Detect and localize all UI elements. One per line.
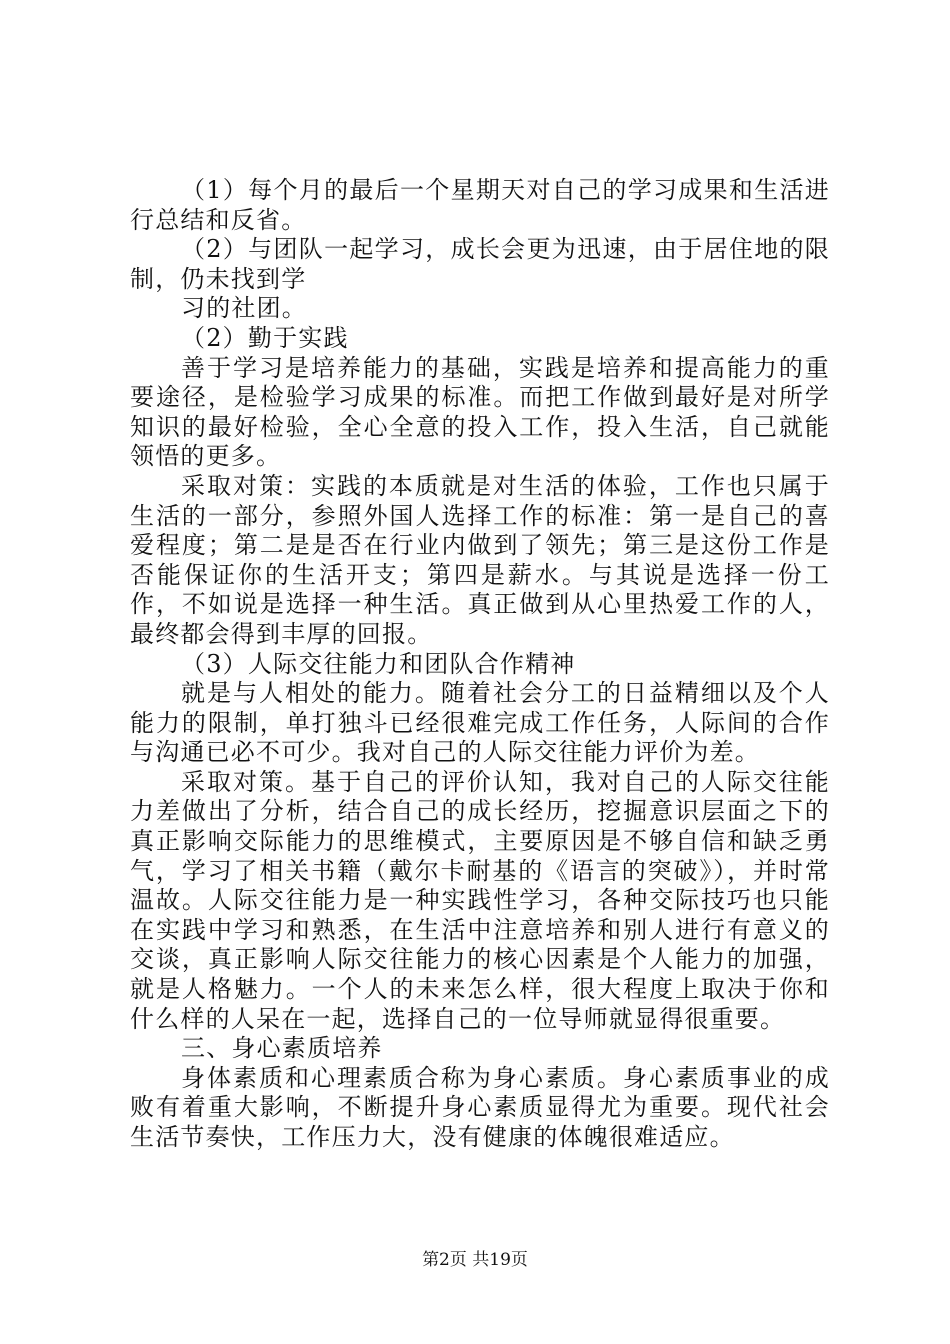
paragraph-11: 身体素质和心理素质合称为身心素质。身心素质事业的成败有着重大影响，不断提升身心素质显得尤为重要。现代社会生活节奏快，工作压力大，没有健康的体魄很难适应。 [130,1063,830,1151]
paragraph-1: （1）每个月的最后一个星期天对自己的学习成果和生活进行总结和反省。 [130,176,830,234]
paragraph-2: （2）与团队一起学习，成长会更为迅速，由于居住地的限制，仍未找到学 [130,235,830,293]
page-number-label: 第2页 共19页 [422,1250,528,1270]
section-heading-practice: （2）勤于实践 [181,323,349,352]
paragraph-9: 采取对策。基于自己的评价认知，我对自己的人际交往能力差做出了分析，结合自己的成长经历，挖掘意识层面之下的真正影响交际能力的思维模式，主要原因是不够自信和缺乏勇气，学习了相关书籍（戴尔卡耐基的《语言的突破》），并时常温故。人际交往能力是一种实践性学习，各种交际技巧也只能在实践中学习和熟悉，在生活中注意培养和别人进行有意义的交谈，真正影响人际交往能力的核心因素是个人能力的加强，就是人格魅力。一个人的未来怎么样，很大程度上取决于你和什么样的人呆在一起，选择自己的一位导师就显得很重要。 [130,767,830,1033]
paragraph-5: 善于学习是培养能力的基础，实践是培养和提高能力的重要途径，是检验学习成果的标准。而把工作做到最好是对所学知识的最好检验，全心全意的投入工作，投入生活，自己就能领悟的更多。 [130,353,830,471]
paragraph-3: 习的社团。 [181,294,307,323]
section-heading-body-mind: 三、身心素质培养 [181,1034,383,1063]
document-body [130,176,830,1153]
paragraph-6: 采取对策：实践的本质就是对生活的体验，工作也只属于生活的一部分，参照外国人选择工作的标准：第一是自己的喜爱程度；第二是是否在行业内做到了领先；第三是这份工作是否能保证你的生活开支；第四是薪水。与其说是选择一份工作，不如说是选择一种生活。真正做到从心里热爱工作的人，最终都会得到丰厚的回报。 [130,471,830,648]
page-footer [0,1245,950,1270]
paragraph-8: 就是与人相处的能力。随着社会分工的日益精细以及个人能力的限制，单打独斗已经很难完成工作任务，人际间的合作与沟通已必不可少。我对自己的人际交往能力评价为差。 [130,679,830,767]
section-heading-interpersonal: （3）人际交往能力和团队合作精神 [181,649,576,678]
